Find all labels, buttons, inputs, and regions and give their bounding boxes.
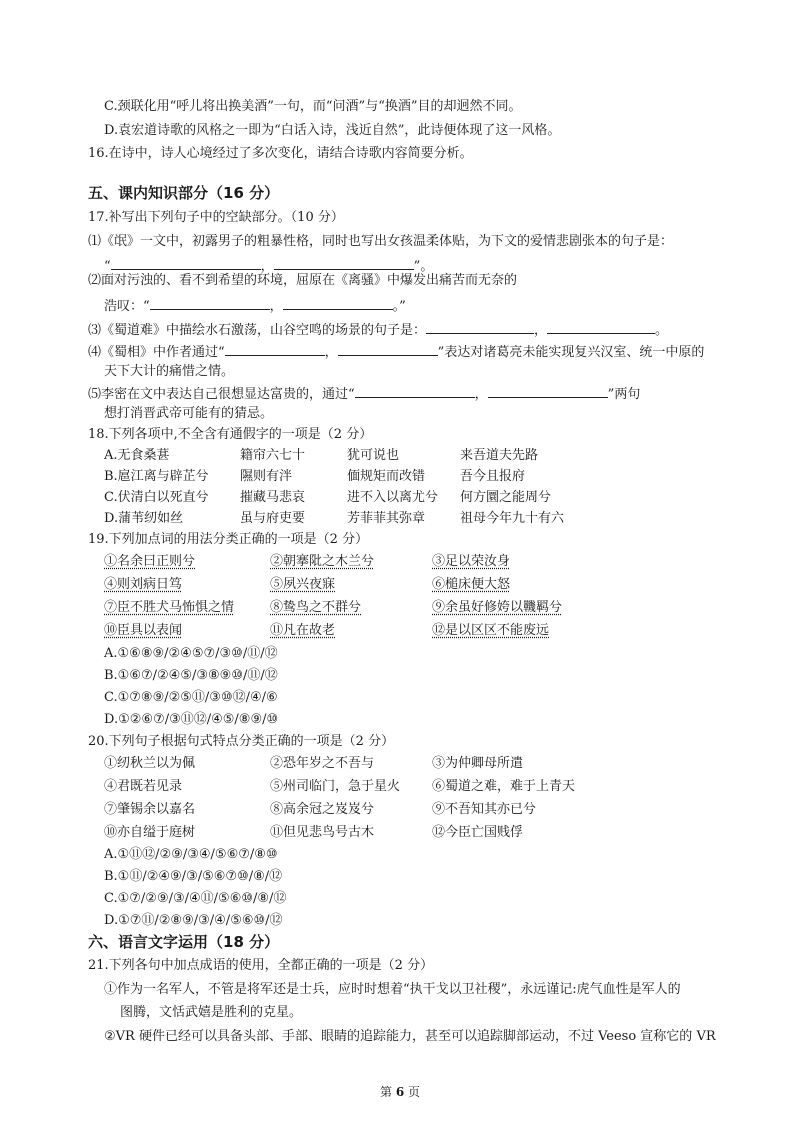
item-text-end: ”两句 [607, 387, 641, 402]
q17-item-5 [88, 384, 640, 404]
answer-prefix: 浩叹：“ [104, 299, 150, 314]
q21-sentence-1: ①作为一名军人，不管是将军还是士兵，应时时想着“执干戈以卫社稷”，永远谨记:虎气血性是军人的 [104, 982, 681, 997]
q19-item: ③足以荣汝身 [432, 554, 511, 569]
q18-cell: 犹可说也 [347, 448, 400, 463]
section-5-title: 五、课内知识部分（16 分） [88, 184, 280, 202]
page-number [0, 1083, 800, 1100]
section-6-title: 六、语言文字运用（18 分） [88, 933, 280, 951]
q17-item-1: ⑴《氓》一文中，初露男子的粗暴性格，同时也写出女孩温柔体贴，为下文的爱情悲剧张本的句子是： [88, 234, 674, 249]
answer-blank[interactable] [274, 256, 414, 270]
q17-item-2-answer [104, 296, 406, 316]
q18-cell: 偭规矩而改错 [347, 469, 426, 484]
answer-blank[interactable] [488, 384, 608, 398]
item-text: ⑶《蜀道难》中描绘水石激荡，山谷空鸣的场景的句子是： [88, 323, 427, 338]
q18-cell: 隰则有泮 [240, 469, 293, 484]
q20-item: ②恐年岁之不吾与 [270, 756, 375, 771]
answer-blank[interactable] [355, 384, 475, 398]
open-quote: “ [104, 259, 111, 274]
q19-option-c: C.①⑦⑧⑨/②⑤⑪/③⑩⑫/④/⑥ [104, 690, 278, 705]
q18-cell: 来吾道夫先路 [460, 448, 539, 463]
question-19: 19.下列加点词的用法分类正确的一项是（2 分） [88, 532, 369, 547]
q19-item: ⑫是以区区不能废远 [432, 623, 550, 638]
q18-cell: 进不入以离尤兮 [347, 490, 439, 505]
q20-item: ④君既若见录 [104, 779, 183, 794]
q18-cell: 吾今且报府 [460, 469, 526, 484]
q20-item: ⑨不吾知其亦已兮 [432, 802, 537, 817]
q19-item: ①名余曰正则兮 [104, 554, 196, 569]
q19-option-b: B.①⑥⑦/②④⑤/③⑧⑨⑩/⑪/⑫ [104, 668, 278, 683]
q18-cell: A.无食桑葚 [104, 448, 170, 463]
q20-item: ⑩亦自缢于庭树 [104, 825, 196, 840]
q18-cell: C.伏清白以死直兮 [104, 490, 209, 505]
comma: ， [324, 345, 338, 360]
q19-item: ⑧鸷鸟之不群兮 [270, 600, 362, 615]
q18-cell: 何方圜之能周兮 [460, 490, 552, 505]
comma: ， [474, 387, 488, 402]
question-17: 17.补写出下列句子中的空缺部分。（10 分） [88, 210, 344, 225]
close-quote: ”。 [413, 259, 434, 274]
q21-sentence-1-cont: 图腾，文恬武嬉是胜利的克星。 [120, 1005, 303, 1020]
answer-blank[interactable] [338, 342, 438, 356]
q20-option-c: C.①⑦/②⑨/③/④⑪/⑤⑥⑩/⑧/⑫ [104, 891, 287, 906]
comma: ， [260, 259, 274, 274]
q20-item: ⑫今臣亡国贱俘 [432, 825, 524, 840]
answer-blank[interactable] [150, 296, 270, 310]
period: 。 [655, 323, 669, 338]
q18-cell: 祖母今年九十有六 [460, 511, 565, 526]
question-18: 18.下列各项中,不全含有通假字的一项是（2 分） [88, 427, 373, 442]
item-text: ⑷《蜀相》中作者通过“ [88, 345, 225, 360]
q20-item: ⑥蜀道之难，难于上青天 [432, 779, 576, 794]
answer-blank[interactable] [225, 342, 325, 356]
q20-item: ⑧高余冠之岌岌兮 [270, 802, 375, 817]
q21-sentence-2: ②VR 硬件已经可以具备头部、手部、眼睛的追踪能力，甚至可以追踪脚部运动，不过 Veeso 宣称它的 VR [104, 1029, 716, 1044]
q19-item: ⑦臣不胜犬马怖惧之情 [104, 600, 235, 615]
q19-item: ⑩臣具以表闻 [104, 623, 183, 638]
q20-item: ③为仲卿母所遣 [432, 756, 524, 771]
item-text: ⑸李密在文中表达自己很想显达富贵的，通过“ [88, 387, 355, 402]
question-16: 16.在诗中，诗人心境经过了多次变化，请结合诗歌内容简要分析。 [88, 146, 473, 161]
q20-item: ⑪但见悲鸟号古木 [270, 825, 375, 840]
q19-item: ⑥槌床便大怒 [432, 577, 511, 592]
q20-item: ①纫秋兰以为佩 [104, 756, 196, 771]
q18-cell: D.蒲苇纫如丝 [104, 511, 184, 526]
answer-blank[interactable] [111, 256, 261, 270]
close-quote: 。” [392, 299, 406, 314]
option-c-text: C.颈联化用“呼儿将出换美酒”一句，而“问酒”与“换酒”目的却迥然不同。 [104, 99, 522, 114]
q18-cell: 芳菲菲其弥章 [347, 511, 426, 526]
q20-option-a: A.①⑪⑫/②⑨/③④/⑤⑥⑦/⑧⑩ [104, 847, 278, 862]
page-suffix: 页 [404, 1085, 420, 1099]
page-num: 6 [395, 1085, 405, 1099]
answer-blank[interactable] [547, 320, 655, 334]
q17-item-2: ⑵面对污浊的、看不到希望的环境，屈原在《离骚》中爆发出痛苦而无奈的 [88, 273, 518, 288]
q20-option-b: B.①⑪/②④⑨/③/⑤⑥⑦⑩/⑧/⑫ [104, 869, 283, 884]
q19-item: ⑨余虽好修姱以鞿羁兮 [432, 600, 563, 615]
q19-option-d: D.①②⑥⑦/③⑪⑫/④⑤/⑧⑨/⑩ [104, 712, 279, 727]
item-text-end: ”表达对诸葛亮未能实现复兴汉室、统一中原的 [437, 345, 705, 360]
answer-blank[interactable] [283, 296, 393, 310]
q18-cell: 虽与府吏要 [240, 511, 306, 526]
q20-item: ⑤州司临门，急于星火 [270, 779, 401, 794]
q17-item-4-cont: 天下大计的痛惜之情。 [104, 364, 235, 379]
q19-item: ④则刘病日笃 [104, 577, 183, 592]
q20-item: ⑦肇锡余以嘉名 [104, 802, 196, 817]
comma: ， [269, 299, 283, 314]
q19-item: ⑪凡在故老 [270, 623, 336, 638]
q18-cell: 籍帘六七十 [240, 448, 306, 463]
option-d-text: D.袁宏道诗歌的风格之一即为“白话入诗，浅近自然”，此诗便体现了这一风格。 [104, 123, 561, 138]
q19-item: ②朝搴阰之木兰兮 [270, 554, 375, 569]
q18-cell: 摧藏马悲哀 [240, 490, 306, 505]
q18-cell: B.扈江离与辟芷兮 [104, 469, 209, 484]
page-prefix: 第 [379, 1085, 396, 1099]
q20-option-d: D.①⑦⑪/②⑧⑨/③/④/⑤⑥⑩/⑫ [104, 913, 283, 928]
question-20: 20.下列句子根据句式特点分类正确的一项是（2 分） [88, 734, 395, 749]
q17-item-5-cont: 想打消晋武帝可能有的猜忌。 [104, 406, 274, 421]
q17-item-4 [88, 342, 704, 362]
q19-option-a: A.①⑥⑧⑨/②④⑤⑦/③⑩/⑪/⑫ [104, 646, 278, 661]
q19-item: ⑤夙兴夜寐 [270, 577, 336, 592]
answer-blank[interactable] [426, 320, 534, 334]
question-21: 21.下列各句中加点成语的使用，全都正确的一项是（2 分） [88, 958, 434, 973]
comma: ， [534, 323, 548, 338]
q17-item-3 [88, 320, 668, 340]
